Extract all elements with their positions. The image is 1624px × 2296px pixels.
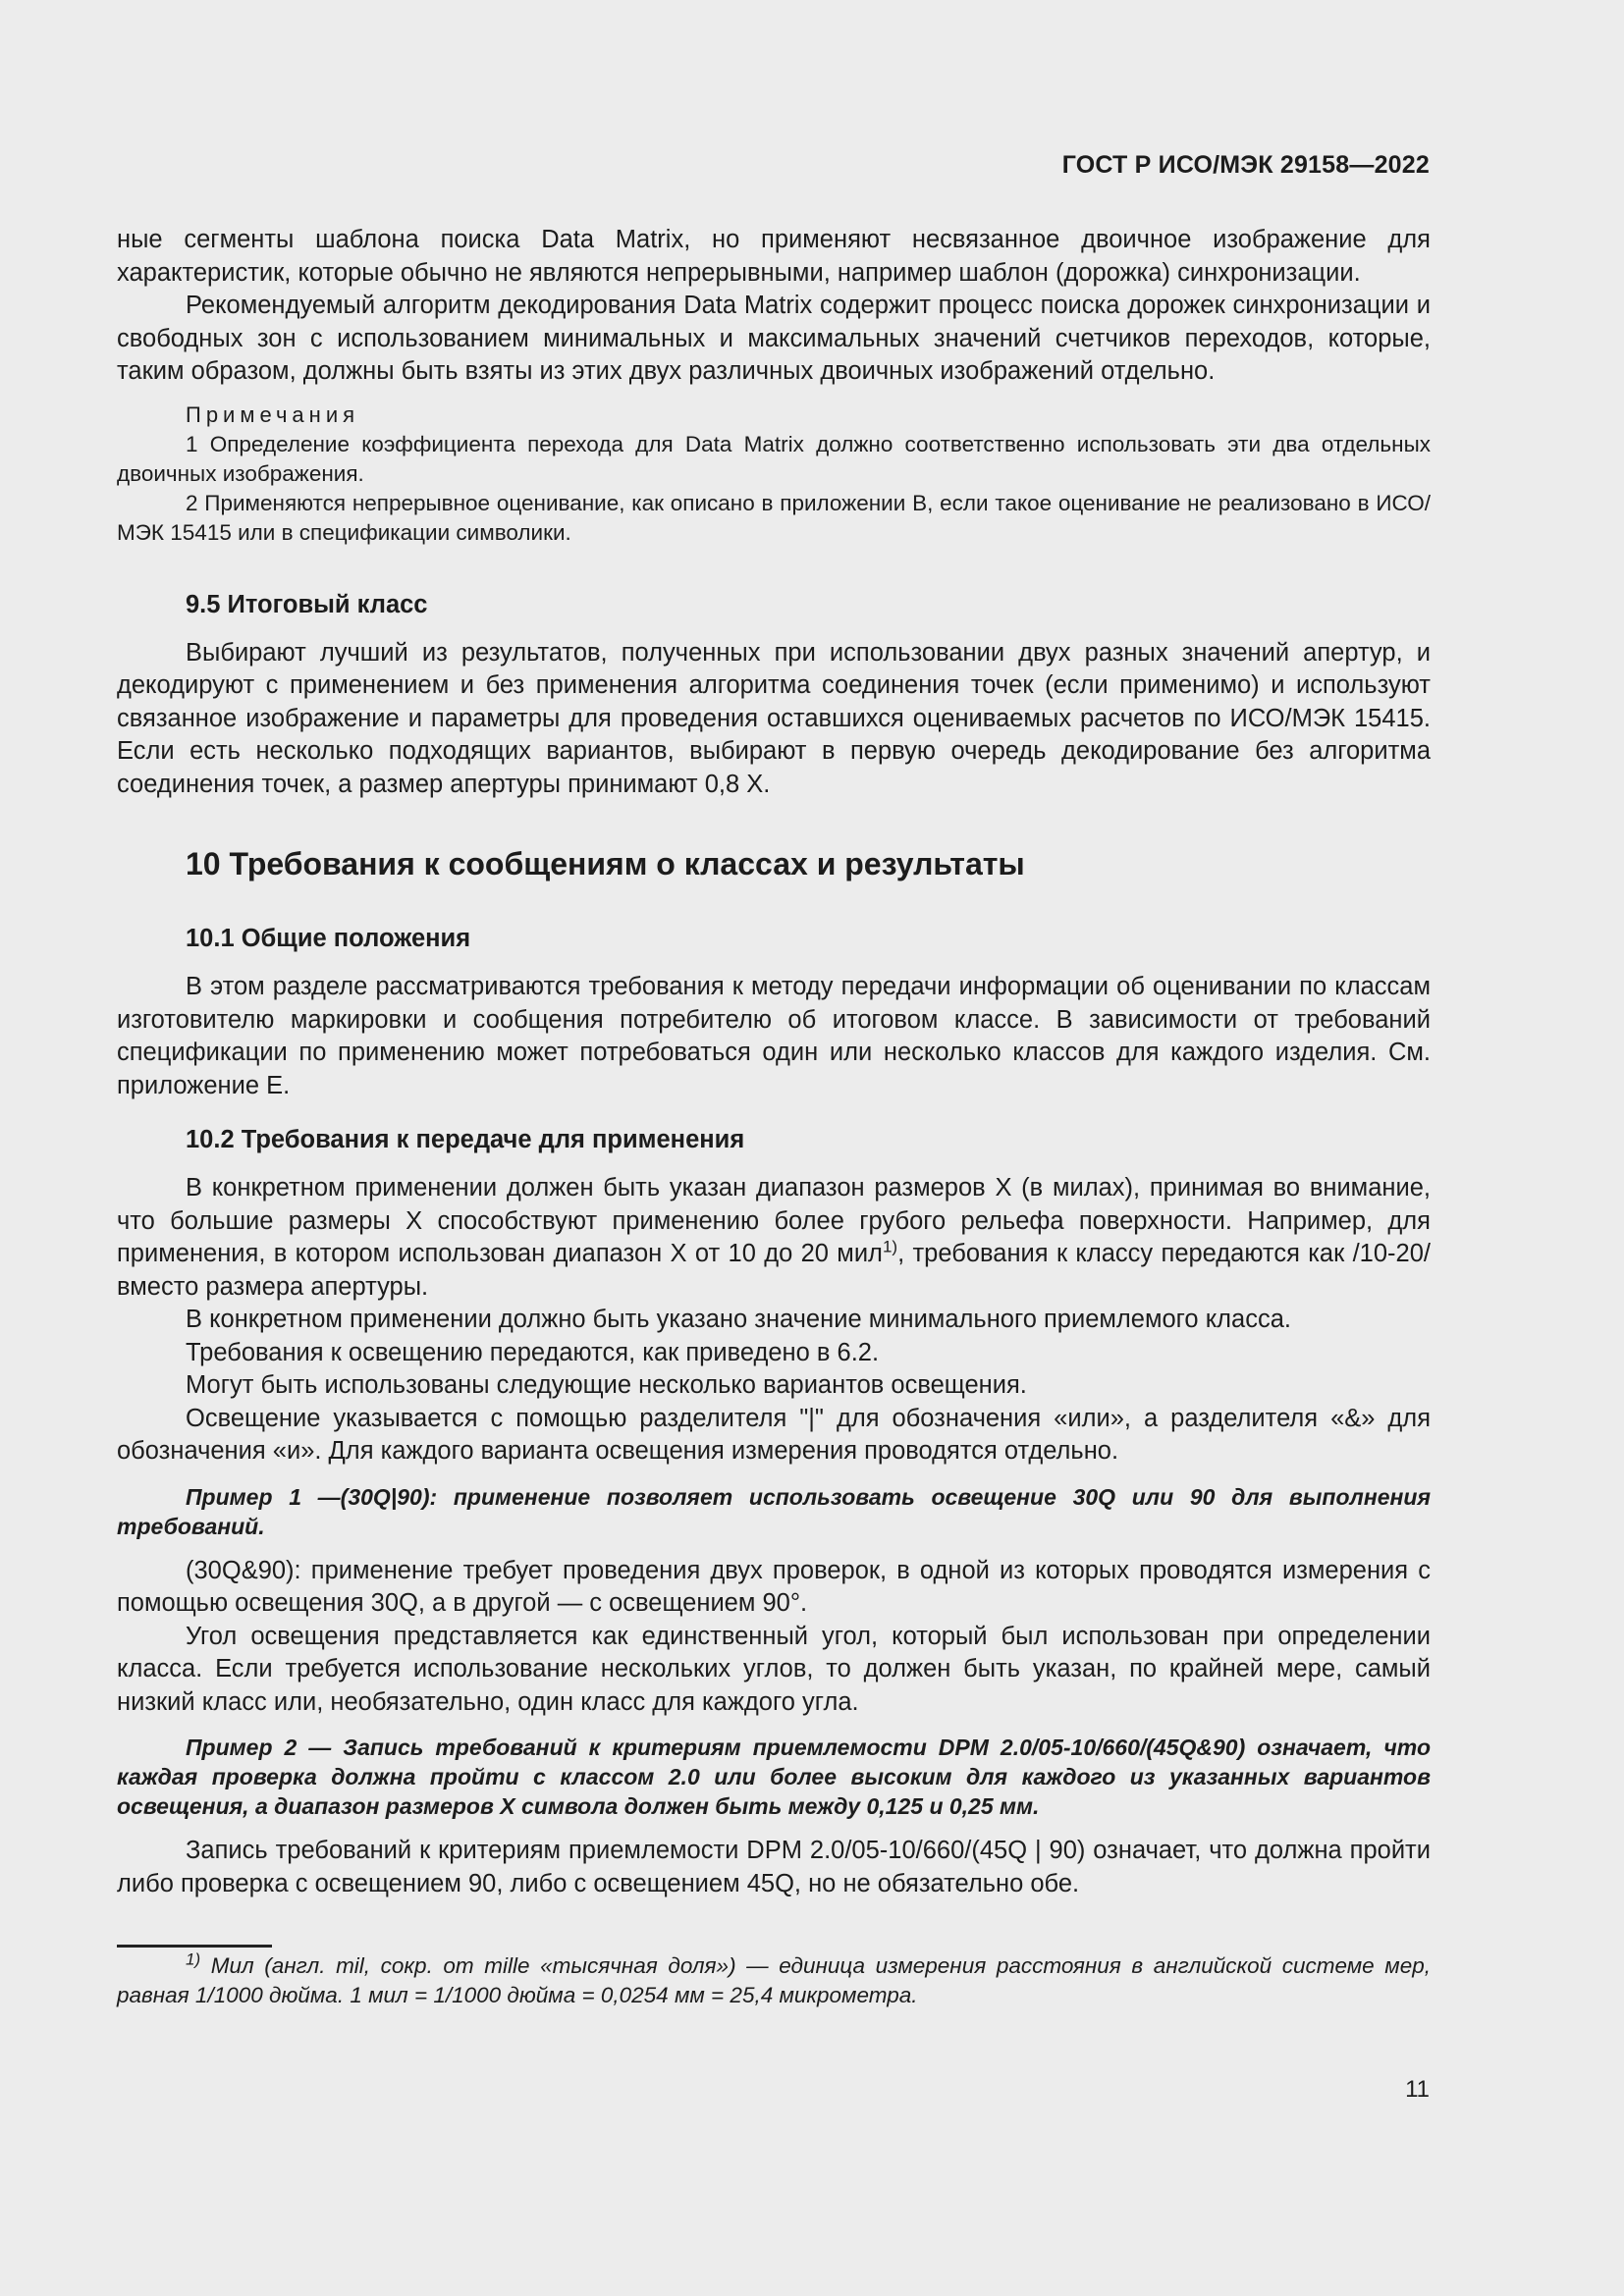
footnote-marker: 1) bbox=[186, 1949, 201, 1969]
text-run: , требования к классу передаются как /10-20/ вместо размера апертуры. bbox=[117, 1240, 1431, 1301]
section-heading-10-1: 10.1 Общие положения bbox=[186, 925, 471, 952]
page-number: 11 bbox=[1405, 2076, 1430, 2103]
paragraph: Угол освещения представляется как единственный угол, который был использован при определении класса. Если требуется использование нескольких углов, то должен быть указан, по крайней мере, самый низкий класс или, необязательно, один класс для каждого угла. bbox=[117, 1622, 1431, 1716]
section-heading-9-5: 9.5 Итоговый класс bbox=[186, 590, 428, 618]
example-1: Пример 1 —(30Q|90): применение позволяет использовать освещение 30Q или 90 для выполнения требований. bbox=[117, 1483, 1431, 1539]
footnote-separator bbox=[117, 1945, 272, 1948]
section-heading-10-2: 10.2 Требования к передаче для применения bbox=[186, 1126, 745, 1153]
paragraph: ные сегменты шаблона поиска Data Matrix, но применяют несвязанное двоичное изображение для характеристик, которые обычно не являются непрерывными, например шаблон (дорожка) синхронизации. bbox=[117, 226, 1431, 287]
note-2: 2 Применяются непрерывное оценивание, как описано в приложении В, если такое оценивание не реализовано в ИСО/МЭК 15415 или в спецификации символики. bbox=[117, 490, 1431, 545]
paragraph: Рекомендуемый алгоритм декодирования Data Matrix содержит процесс поиска дорожек синхронизации и свободных зон с использованием минимальных и максимальных значений счетчиков переходов, которые, таким образом, должны быть взяты из этих двух различных двоичных изображений отдельно. bbox=[117, 292, 1431, 385]
paragraph: (30Q&90): применение требует проведения двух проверок, в одной из которых проводятся измерения с помощью освещения 30Q, а в другой — с освещением 90°. bbox=[117, 1556, 1431, 1617]
footnote-ref[interactable]: 1) bbox=[882, 1237, 898, 1256]
paragraph bbox=[117, 1172, 1431, 1304]
paragraph: В конкретном применении должно быть указано значение минимального приемлемого класса. bbox=[186, 1306, 1291, 1333]
example-2: Пример 2 — Запись требований к критериям приемлемости DPM 2.0/05-10/660/(45Q&90) означает, что каждая проверка должна пройти с классом 2.0 или более высоким для каждого из указанных вариантов освещения, а диапазон размеров X символа должен быть между 0,125 и 0,25 мм. bbox=[117, 1735, 1431, 1819]
document-body bbox=[117, 224, 1431, 2010]
section-heading-10: 10 Требования к сообщениям о классах и результаты bbox=[186, 846, 1025, 881]
note-1: 1 Определение коэффициента перехода для Data Matrix должно соответственно использовать эти два отдельных двоичных изображения. bbox=[117, 431, 1431, 486]
text-run: В конкретном применении должен быть указан диапазон размеров X (в милах), принимая во внимание, что большие размеры X способствуют применению более грубого рельефа поверхности. Например, для применения, в котором использован диапазон X от 10 до 20 мил bbox=[117, 1174, 1431, 1267]
paragraph: Могут быть использованы следующие несколько вариантов освещения. bbox=[186, 1371, 1027, 1399]
paragraph: Требования к освещению передаются, как приведено в 6.2. bbox=[186, 1338, 880, 1366]
paragraph: Освещение указывается с помощью разделителя "|" для обозначения «или», а разделителя «&» для обозначения «и». Для каждого варианта освещения измерения проводятся отдельно. bbox=[117, 1404, 1431, 1465]
paragraph: В этом разделе рассматриваются требования к методу передачи информации об оценивании по классам изготовителю маркировки и сообщения потребителю об итоговом классе. В зависимости от требований спецификации по применению может потребоваться один или несколько классов для каждого изделия. См. приложение Е. bbox=[117, 973, 1431, 1099]
footnote bbox=[117, 1951, 1431, 2010]
paragraph: Запись требований к критериям приемлемости DPM 2.0/05-10/660/(45Q | 90) означает, что должна пройти либо проверка с освещением 90, либо с освещением 45Q, но не обязательно обе. bbox=[117, 1837, 1431, 1897]
notes-title: Примечания bbox=[186, 401, 360, 427]
footnote-text: Мил (англ. mil, сокр. от mille «тысячная доля») — единица измерения расстояния в английской системе мер, равная 1/1000 дюйма. 1 мил = 1/1000 дюйма = 0,0254 мм = 25,4 микрометра. bbox=[117, 1953, 1431, 2007]
document-header: ГОСТ Р ИСО/МЭК 29158—2022 bbox=[1061, 151, 1430, 179]
paragraph: Выбирают лучший из результатов, полученных при использовании двух разных значений апертур, и декодируют с применением и без применения алгоритма соединения точек (если применимо) и используют связанное изображение и параметры для проведения оставшихся оцениваемых расчетов по ИСО/МЭК 15415. Если есть несколько подходящих вариантов, выбирают в первую очередь декодирование без алгоритма соединения точек, а размер апертуры принимают 0,8 X. bbox=[117, 638, 1431, 798]
